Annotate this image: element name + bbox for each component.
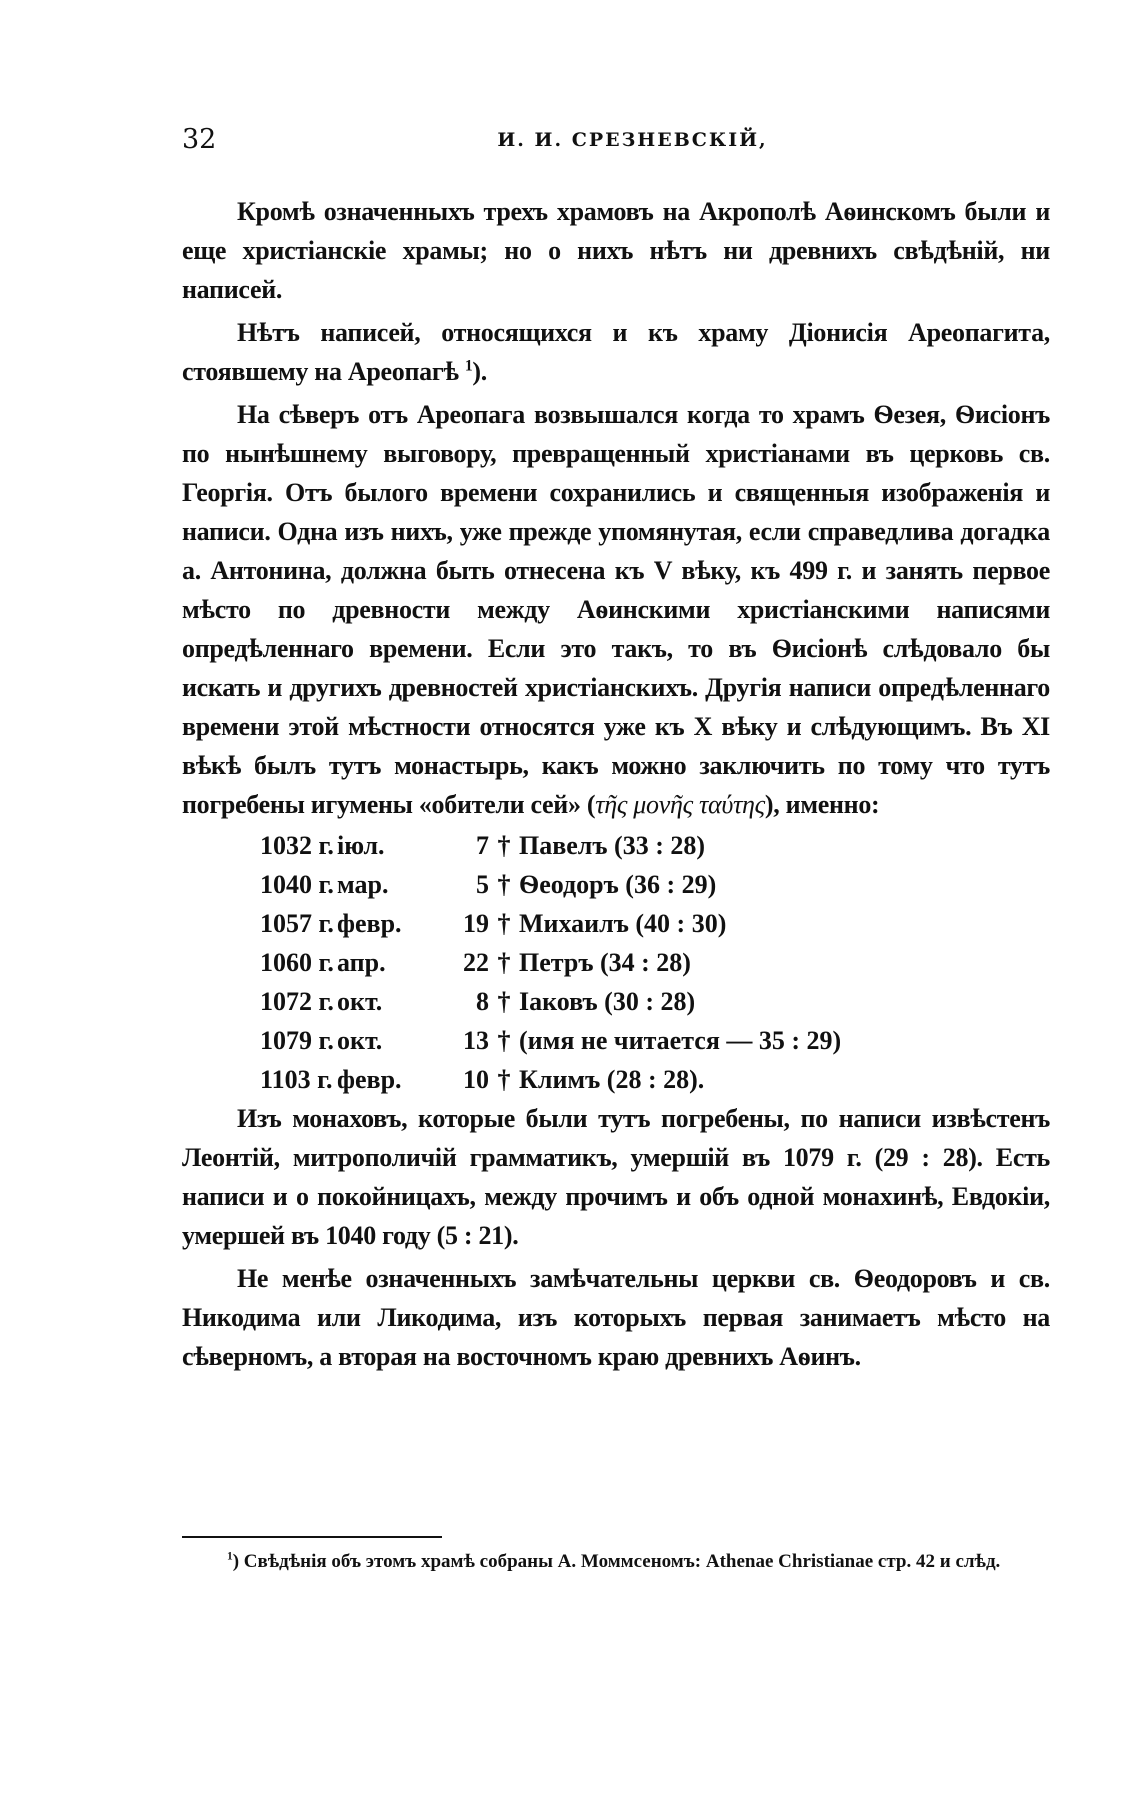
paragraph-3-end: ), именно:: [764, 790, 880, 819]
list-item: [182, 826, 1050, 865]
burial-month: февр.: [337, 1065, 402, 1094]
footnote-divider: [182, 1536, 442, 1538]
paragraph-3: [182, 395, 1050, 824]
footnote-text: ) Свѣдѣнія объ этомъ храмѣ собраны А. Моммсеномъ: Athenae Christianae стр. 42 и слѣд.: [232, 1551, 1001, 1572]
list-item: [182, 904, 1050, 943]
burial-entry: Михаилъ (40 : 30): [519, 909, 727, 938]
cross-symbol: †: [497, 987, 511, 1016]
page-header: [180, 124, 1050, 164]
list-item: [182, 1021, 1050, 1060]
page-number: 32: [182, 124, 217, 155]
burial-month: апр.: [337, 948, 386, 977]
paragraph-5: Не менѣе означенныхъ замѣчательны церкви св. Ѳеодоровъ и св. Никодима или Ликодима, изъ которыхъ первая занимаетъ мѣсто на сѣверномъ, а вторая на восточномъ краю древнихъ Аѳинъ.: [182, 1264, 1050, 1371]
burial-entry: Климъ (28 : 28).: [519, 1065, 705, 1094]
list-item: [182, 865, 1050, 904]
burial-year: 1040 г.: [260, 870, 334, 899]
paragraph-2: [182, 313, 1050, 391]
burial-month: іюл.: [337, 831, 385, 860]
paragraph-2-text: Нѣтъ написей, относящихся и къ храму Діонисія Ареопагита, стоявшему на Ареопагѣ: [182, 318, 1050, 386]
cross-symbol: †: [497, 948, 511, 977]
paragraph-1: Кромѣ означенныхъ трехъ храмовъ на Акрополѣ Аѳинскомъ были и еще христіанскіе храмы; но о нихъ нѣтъ ни древнихъ свѣдѣній, ни написей.: [182, 197, 1050, 304]
burial-day: 19: [463, 909, 489, 938]
burial-day: 13: [463, 1026, 489, 1055]
burial-year: 1103 г.: [260, 1065, 333, 1094]
burial-year: 1079 г.: [260, 1026, 334, 1055]
burial-year: 1057 г.: [260, 909, 334, 938]
burial-day: 10: [463, 1065, 489, 1094]
burial-year: 1032 г.: [260, 831, 334, 860]
cross-symbol: †: [497, 831, 511, 860]
burial-year: 1072 г.: [260, 987, 334, 1016]
burial-entry: Павелъ (33 : 28): [519, 831, 706, 860]
paragraph-2-end: ).: [472, 357, 487, 386]
footnote-marker: 1: [227, 1550, 233, 1563]
greek-phrase: τῆς μονῆς ταύτης: [595, 790, 765, 819]
running-title: И. И. СРЕЗНЕВСКІЙ,: [497, 129, 768, 151]
burial-entry: (имя не читается — 35 : 29): [519, 1026, 842, 1055]
list-item: [182, 943, 1050, 982]
burial-entry: Петръ (34 : 28): [519, 948, 691, 977]
burial-month: мар.: [337, 870, 389, 899]
burial-day: 22: [463, 948, 489, 977]
cross-symbol: †: [497, 909, 511, 938]
footnote: [182, 1546, 1050, 1577]
burial-month: окт.: [337, 1026, 383, 1055]
paragraph-4: Изъ монаховъ, которые были тутъ погребены, по написи извѣстенъ Леонтій, митрополичій грамматикъ, умершій въ 1079 г. (29 : 28). Есть написи и о покойницахъ, между прочимъ и объ одной монахинѣ, Евдокіи, умершей въ 1040 году (5 : 21).: [182, 1104, 1050, 1250]
burial-entry: Іаковъ (30 : 28): [519, 987, 696, 1016]
footnote-reference[interactable]: 1: [464, 357, 473, 375]
burial-day: 8: [476, 987, 489, 1016]
burial-month: февр.: [337, 909, 402, 938]
body-text: [182, 192, 1050, 1376]
paragraph-3-text: На сѣверъ отъ Ареопага возвышался когда то храмъ Ѳезея, Ѳисіонъ по нынѣшнему выговору, превращенный христіанами въ церковь св. Георгія. Отъ былого времени сохранились и священныя изображенія и написи. Одна изъ нихъ, уже прежде упомянутая, если справедлива догадка а. Антонина, должна быть отнесена къ V вѣку, къ 499 г. и занять первое мѣсто по древности между Аѳинскими христіанскими написями опредѣленнаго времени. Если это такъ, то въ Ѳисіонѣ слѣдовало бы искать и другихъ древностей христіанскихъ. Другія написи опредѣленнаго времени этой мѣстности относятся уже къ X вѣку и слѣдующимъ. Въ XI вѣкѣ былъ тутъ монастырь, какъ можно заключить по тому что тутъ погребены игумены «обители сей» (: [182, 400, 1050, 819]
burial-list: [182, 826, 1050, 1099]
burial-entry: Ѳеодоръ (36 : 29): [519, 870, 717, 899]
list-item: [182, 982, 1050, 1021]
burial-day: 5: [476, 870, 489, 899]
burial-day: 7: [476, 831, 489, 860]
burial-year: 1060 г.: [260, 948, 334, 977]
burial-month: окт.: [337, 987, 383, 1016]
cross-symbol: †: [497, 1026, 511, 1055]
cross-symbol: †: [497, 1065, 511, 1094]
cross-symbol: †: [497, 870, 511, 899]
list-item: [182, 1060, 1050, 1099]
